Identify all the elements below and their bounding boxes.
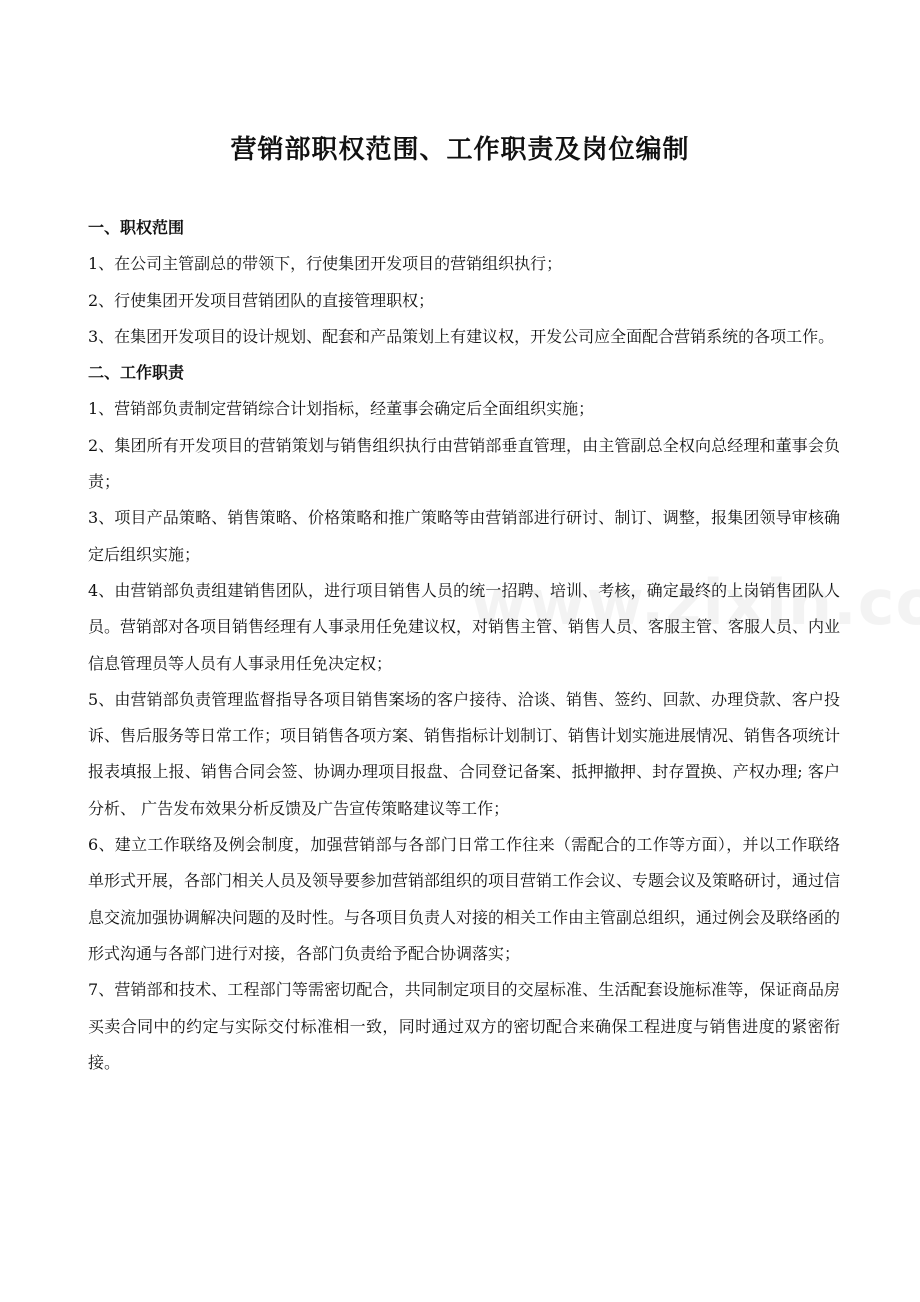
paragraph: 1、营销部负责制定营销综合计划指标，经董事会确定后全面组织实施；	[88, 399, 595, 419]
document-title: 营销部职权范围、工作职责及岗位编制	[230, 135, 690, 165]
paragraph: 5、由营销部负责管理监督指导各项目销售案场的客户接待、洽谈、销售、签约、回款、办理贷款、客户投诉、售后服务等日常工作；项目销售各项方案、销售指标计划制订、销售计划实施进展情况、销售各项统计报表填报上报、销售合同会签、协调办理项目报盘、合同登记备案、抵押撤押、封存置换、产权办理; 客户分析、 广告发布效果分析反馈及广告宣传策略建议等工作；	[88, 689, 841, 818]
paragraph: 2、集团所有开发项目的营销策划与销售组织执行由营销部垂直管理，由主管副总全权向总经理和董事会负责；	[88, 435, 840, 492]
document-body	[88, 210, 840, 1081]
paragraph: 7、营销部和技术、工程部门等需密切配合，共同制定项目的交屋标准、生活配套设施标准等，保证商品房买卖合同中的约定与实际交付标准相一致，同时通过双方的密切配合来确保工程进度与销售进度的紧密衔接。	[88, 980, 840, 1072]
section-heading: 一、职权范围	[88, 218, 185, 237]
paragraph: 4、由营销部负责组建销售团队，进行项目销售人员的统一招聘、培训、考核，确定最终的上岗销售团队人员。营销部对各项目销售经理有人事录用任免建议权，对销售主管、销售人员、客服主管、客服人员、内业信息管理员等人员有人事录用任免决定权；	[88, 580, 841, 673]
paragraph: 3、项目产品策略、销售策略、价格策略和推广策略等由营销部进行研讨、制订、调整，报集团领导审核确定后组织实施；	[88, 508, 840, 564]
paragraph: 2、行使集团开发项目营销团队的直接管理职权；	[88, 290, 435, 310]
paragraph: 1、在公司主管副总的带领下，行使集团开发项目的营销组织执行；	[88, 254, 563, 274]
paragraph: 3、在集团开发项目的设计规划、配套和产品策划上有建议权，开发公司应全面配合营销系统的各项工作。	[88, 326, 835, 346]
section-responsibilities	[88, 355, 840, 1081]
section-authority	[88, 210, 840, 355]
section-heading: 二、工作职责	[88, 363, 185, 383]
paragraph: 6、建立工作联络及例会制度，加强营销部与各部门日常工作往来（需配合的工作等方面），并以工作联络单形式开展，各部门相关人员及领导要参加营销部组织的项目营销工作会议、专题会议及策略研讨，通过信息交流加强协调解决问题的及时性。与各项目负责人对接的相关工作由主管副总组织，通过例会及联络函的形式沟通与各部门进行对接，各部门负责给予配合协调落实；	[88, 835, 841, 963]
